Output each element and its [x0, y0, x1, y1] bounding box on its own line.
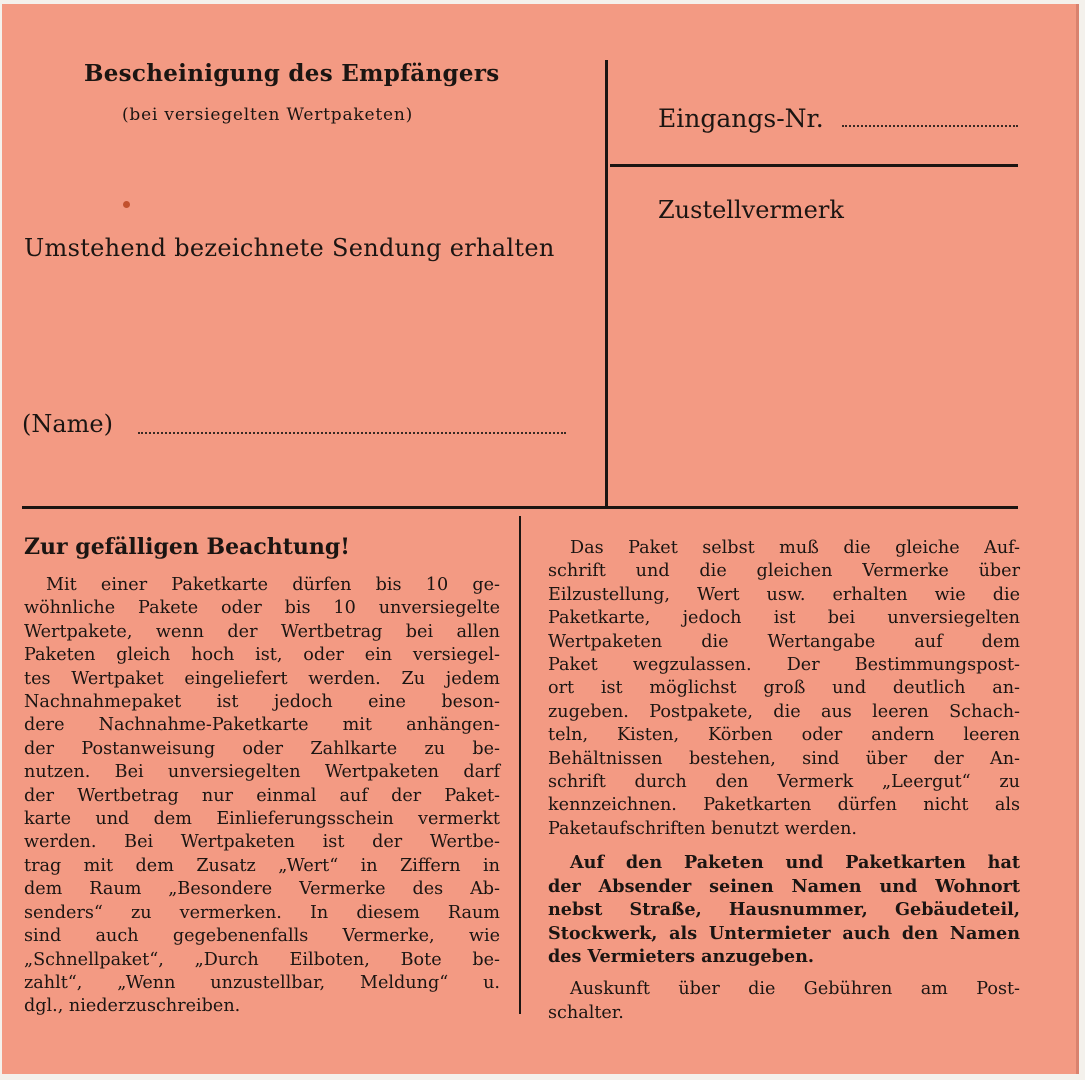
notice-right-line: Das Paket selbst muß die gleiche Auf- — [570, 538, 1020, 558]
notice-right-line: teln, Kisten, Körben oder andern leeren — [548, 725, 1020, 746]
notice-left-line: Paketen gleich hoch ist, oder ein versiegel- — [24, 645, 500, 666]
notice-heading: Zur gefälligen Beachtung! — [24, 534, 350, 560]
vertical-divider-bottom — [519, 516, 521, 1014]
notice-right-line: Paket wegzulassen. Der Bestimmungspost- — [548, 655, 1020, 676]
fee-info-line: Auskunft über die Gebühren am Post- — [570, 979, 1020, 1000]
entry-number-line[interactable] — [842, 125, 1018, 127]
sender-instruction-line: des Vermieters anzugeben. — [548, 945, 815, 967]
notice-left-line: zahlt“, „Wenn unzustellbar, Meldung“ u. — [24, 972, 500, 993]
notice-right-line: kennzeichnen. Paketkarten dürfen nicht als — [548, 795, 1020, 816]
vertical-divider-top — [605, 60, 608, 506]
notice-left-line: Wertpakete, wenn der Wertbetrag bei allen — [24, 621, 500, 642]
notice-left-line: sind auch gegebenenfalls Vermerke, wie — [24, 926, 500, 947]
ink-speck — [123, 201, 130, 208]
notice-right-line: Behältnissen bestehen, sind über der An- — [548, 748, 1020, 769]
notice-left-line: karte und dem Einlieferungsschein vermerkt — [24, 809, 500, 830]
entry-number-label: Eingangs-Nr. — [658, 104, 824, 133]
recipient-certificate-subtitle: (bei versiegelten Wertpaketen) — [122, 105, 414, 125]
notice-right-line: schrift und die gleichen Vermerke über — [548, 561, 1020, 582]
notice-left-line: dere Nachnahme-Paketkarte mit anhängen- — [24, 715, 500, 736]
notice-left-line: „Schnellpaket“, „Durch Eilboten, Bote be- — [24, 949, 500, 970]
notice-left-line: Mit einer Paketkarte dürfen bis 10 ge- — [46, 575, 500, 595]
sender-instruction-line: der Absender seinen Namen und Wohnort — [548, 875, 1020, 897]
notice-left-line: der Postanweisung oder Zahlkarte zu be- — [24, 738, 500, 759]
sender-instruction-line: Stockwerk, als Untermieter auch den Namen — [548, 922, 1020, 944]
delivery-note-label: Zustellvermerk — [658, 196, 844, 224]
notice-right-line: Eilzustellung, Wert usw. erhalten wie die — [548, 584, 1020, 605]
horizontal-divider-main — [22, 506, 1018, 509]
parcel-card — [2, 4, 1079, 1074]
notice-right-line: ort ist möglichst groß und deutlich an- — [548, 678, 1020, 699]
notice-left-line: dgl., niederzuschreiben. — [24, 996, 241, 1017]
name-label: (Name) — [22, 410, 113, 438]
notice-right-line: Paketaufschriften benutzt werden. — [548, 818, 857, 839]
notice-left-line: trag mit dem Zusatz „Wert“ in Ziffern in — [24, 855, 500, 876]
sender-instruction-line: Auf den Paketen und Paketkarten hat — [570, 852, 1020, 874]
notice-right-line: Paketkarte, jedoch ist bei unversiegelten — [548, 608, 1020, 629]
horizontal-divider-entry — [610, 164, 1018, 167]
notice-left-line: der Wertbetrag nur einmal auf der Paket- — [24, 785, 500, 806]
paragraph-gap — [548, 841, 1020, 851]
recipient-certificate-title: Bescheinigung des Empfängers — [84, 60, 500, 87]
notice-right-line: zugeben. Postpakete, die aus leeren Schach- — [548, 701, 1020, 722]
notice-right-line: Wertpaketen die Wertangabe auf dem — [548, 631, 1020, 652]
notice-left-line: senders“ zu vermerken. In diesem Raum — [24, 902, 500, 923]
notice-left-line: tes Wertpaket eingeliefert werden. Zu jedem — [24, 668, 500, 689]
notice-left-column — [24, 574, 500, 1019]
notice-right-column — [548, 537, 1020, 1025]
notice-left-line: werden. Bei Wertpaketen ist der Wertbe- — [24, 832, 500, 853]
received-statement: Umstehend bezeichnete Sendung erhalten — [24, 234, 555, 262]
notice-left-line: nutzen. Bei unversiegelten Wertpaketen darf — [24, 762, 500, 783]
name-line[interactable] — [138, 432, 566, 434]
notice-left-line: dem Raum „Besondere Vermerke des Ab- — [24, 879, 500, 900]
notice-right-line: schrift durch den Vermerk „Leergut“ zu — [548, 772, 1020, 793]
paragraph-gap — [548, 968, 1020, 978]
notice-left-line: wöhnliche Pakete oder bis 10 unversiegelte — [24, 598, 500, 619]
sender-instruction-line: nebst Straße, Hausnummer, Gebäudeteil, — [548, 899, 1020, 921]
fee-info-line: schalter. — [548, 1002, 624, 1023]
notice-left-line: Nachnahmepaket ist jedoch eine beson- — [24, 692, 500, 713]
